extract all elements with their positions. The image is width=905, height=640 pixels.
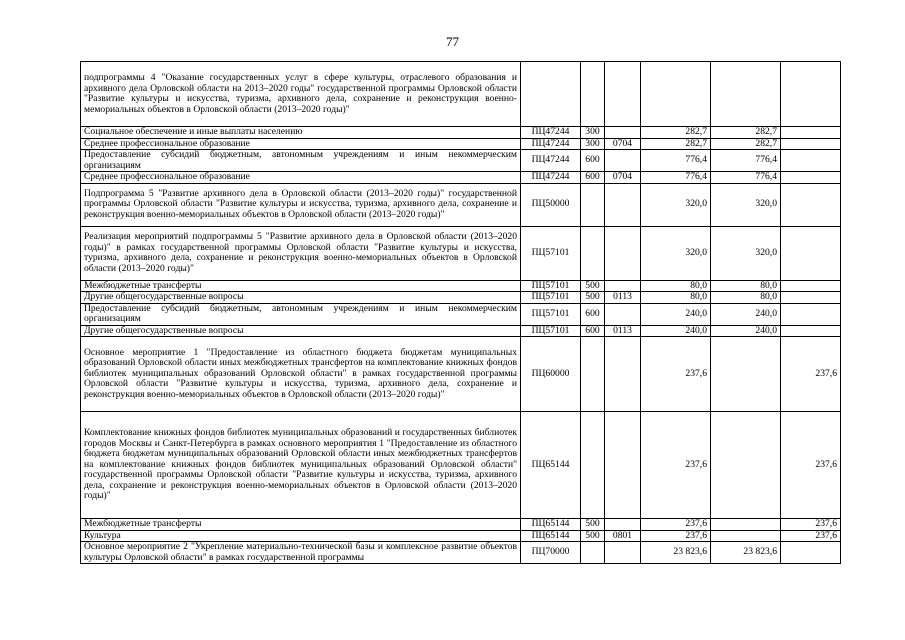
row-code: ПЦ47244 (521, 172, 581, 184)
row-name: Культура (81, 530, 521, 542)
row-expense-type (581, 542, 605, 564)
table-row (81, 292, 841, 304)
row-name: Предоставление субсидий бюджетным, автономным учреждениям и иным некоммерческим организациям (81, 150, 521, 172)
row-code: ПЦ50000 (521, 183, 581, 226)
row-name: Предоставление субсидий бюджетным, автономным учреждениям и иным некоммерческим организациям (81, 303, 521, 325)
row-section: 0801 (605, 530, 641, 542)
row-section (605, 303, 641, 325)
row-value-2: 240,0 (711, 325, 781, 337)
row-code: ПЦ60000 (521, 337, 581, 412)
row-value-3 (781, 183, 841, 226)
table-row (81, 280, 841, 292)
row-section (605, 412, 641, 519)
row-code: ПЦ65144 (521, 530, 581, 542)
table-row (81, 325, 841, 337)
row-value-2: 80,0 (711, 292, 781, 304)
row-name: Основное мероприятие 1 "Предоставление из областного бюджета бюджетам муниципальных образований Орловской области иных межбюджетных трансфертов на комплектование книжных фондов библиотек муниципальных образований Орловской области" в рамках государственной программы Орловской области "Развитие культуры и искусства, туризма, архивного дела, сохранение и реконструкция военно-мемориальных объектов в Орловской области (2013–2020 годы)" (81, 337, 521, 412)
row-expense-type: 500 (581, 519, 605, 531)
row-code: ПЦ65144 (521, 519, 581, 531)
row-name: Межбюджетные трансферты (81, 519, 521, 531)
row-expense-type: 600 (581, 325, 605, 337)
row-value-3 (781, 292, 841, 304)
row-expense-type: 300 (581, 127, 605, 139)
row-value-1: 776,4 (641, 150, 711, 172)
row-value-3: 237,6 (781, 519, 841, 531)
table-row (81, 183, 841, 226)
row-expense-type: 600 (581, 172, 605, 184)
row-value-3: 237,6 (781, 530, 841, 542)
row-name: подпрограммы 4 "Оказание государственных услуг в сфере культуры, отраслевого образования и архивного дела Орловской области на 2013–2020 годы" государственной программы Орловской области "Развитие культуры и искусства, туризма, архивного дела, сохранение и реконструкция военно-мемориальных объектов в Орловской области (2013–2020 годы)" (81, 62, 521, 127)
row-name: Среднее профессиональное образование (81, 172, 521, 184)
table-row (81, 519, 841, 531)
row-expense-type: 600 (581, 150, 605, 172)
row-section (605, 337, 641, 412)
row-value-2: 240,0 (711, 303, 781, 325)
row-expense-type (581, 226, 605, 280)
row-expense-type: 500 (581, 280, 605, 292)
row-value-2: 776,4 (711, 150, 781, 172)
table-row (81, 172, 841, 184)
budget-table (80, 61, 841, 564)
row-value-3 (781, 127, 841, 139)
row-name: Подпрограмма 5 "Развитие архивного дела в Орловской области (2013–2020 годы)" государственной программы Орловской области "Развитие культуры и искусства, туризма, архивного дела, сохранение и реконструкция военно-мемориальных объектов в Орловской области (2013–2020 годы)" (81, 183, 521, 226)
row-code (521, 62, 581, 127)
row-value-1: 320,0 (641, 183, 711, 226)
row-value-3 (781, 226, 841, 280)
table-row (81, 530, 841, 542)
row-value-3: 237,6 (781, 412, 841, 519)
row-name: Другие общегосударственные вопросы (81, 325, 521, 337)
row-code: ПЦ57101 (521, 226, 581, 280)
row-value-1: 23 823,6 (641, 542, 711, 564)
row-value-3 (781, 172, 841, 184)
row-expense-type (581, 337, 605, 412)
row-value-1: 237,6 (641, 412, 711, 519)
row-expense-type: 600 (581, 303, 605, 325)
row-value-2 (711, 530, 781, 542)
row-name: Реализация мероприятий подпрограммы 5 "Развитие архивного дела в Орловской области (2013–2020 годы)" в рамках государственной программы Орловской области "Развитие культуры и искусства, туризма, архивного дела, сохранение и реконструкция военно-мемориальных объектов в Орловской области (2013–2020 годы)" (81, 226, 521, 280)
row-value-1: 282,7 (641, 127, 711, 139)
row-value-2: 80,0 (711, 280, 781, 292)
row-section (605, 226, 641, 280)
row-value-1 (641, 62, 711, 127)
row-value-1: 240,0 (641, 325, 711, 337)
row-value-1: 776,4 (641, 172, 711, 184)
row-name: Межбюджетные трансферты (81, 280, 521, 292)
row-value-2: 282,7 (711, 138, 781, 150)
row-expense-type (581, 62, 605, 127)
row-value-1: 282,7 (641, 138, 711, 150)
row-value-1: 320,0 (641, 226, 711, 280)
row-code: ПЦ57101 (521, 280, 581, 292)
row-value-3 (781, 325, 841, 337)
row-value-3 (781, 150, 841, 172)
row-code: ПЦ57101 (521, 325, 581, 337)
row-value-2: 282,7 (711, 127, 781, 139)
row-value-1: 237,6 (641, 337, 711, 412)
table-row (81, 138, 841, 150)
row-value-3 (781, 280, 841, 292)
table-row (81, 337, 841, 412)
table-body (81, 62, 841, 564)
row-code: ПЦ70000 (521, 542, 581, 564)
row-value-2: 776,4 (711, 172, 781, 184)
row-value-1: 80,0 (641, 280, 711, 292)
row-value-2: 320,0 (711, 183, 781, 226)
row-value-3 (781, 303, 841, 325)
row-value-3: 237,6 (781, 337, 841, 412)
row-name: Основное мероприятие 2 "Укрепление материально-технической базы и комплексное развитие объектов культуры Орловской области" в рамках государственной программы (81, 542, 521, 564)
row-value-2 (711, 337, 781, 412)
row-name: Другие общегосударственные вопросы (81, 292, 521, 304)
row-section: 0113 (605, 325, 641, 337)
row-code: ПЦ47244 (521, 150, 581, 172)
page-number: 77 (446, 34, 459, 49)
row-name: Комплектование книжных фондов библиотек муниципальных образований и государственных библиотек городов Москвы и Санкт-Петербурга в рамках основного мероприятия 1 "Предоставление из областного бюджета бюджетам муниципальных образований Орловской области иных межбюджетных трансфертов на комплектование книжных фондов библиотек муниципальных образований Орловской области" государственной программы Орловской области "Развитие культуры и искусства, туризма, архивного дела, сохранение и реконструкция военно-мемориальных объектов в Орловской области (2013–2020 годы)" (81, 412, 521, 519)
table-row (81, 150, 841, 172)
table-row (81, 412, 841, 519)
row-value-1: 237,6 (641, 519, 711, 531)
row-expense-type: 500 (581, 292, 605, 304)
table-row (81, 62, 841, 127)
row-section (605, 183, 641, 226)
row-section (605, 127, 641, 139)
row-code: ПЦ65144 (521, 412, 581, 519)
table-row (81, 542, 841, 564)
table-row (81, 226, 841, 280)
row-code: ПЦ57101 (521, 292, 581, 304)
row-section (605, 150, 641, 172)
row-value-3 (781, 62, 841, 127)
row-expense-type (581, 183, 605, 226)
row-code: ПЦ57101 (521, 303, 581, 325)
row-value-1: 80,0 (641, 292, 711, 304)
row-section (605, 280, 641, 292)
row-name: Среднее профессиональное образование (81, 138, 521, 150)
row-code: ПЦ47244 (521, 138, 581, 150)
row-value-3 (781, 138, 841, 150)
table-row (81, 127, 841, 139)
row-value-2: 23 823,6 (711, 542, 781, 564)
row-expense-type: 300 (581, 138, 605, 150)
row-value-3 (781, 542, 841, 564)
row-code: ПЦ47244 (521, 127, 581, 139)
row-section: 0113 (605, 292, 641, 304)
row-value-2 (711, 519, 781, 531)
row-section (605, 519, 641, 531)
table-row (81, 303, 841, 325)
row-value-1: 240,0 (641, 303, 711, 325)
row-value-1: 237,6 (641, 530, 711, 542)
row-value-2 (711, 412, 781, 519)
row-name: Социальное обеспечение и иные выплаты населению (81, 127, 521, 139)
row-section (605, 62, 641, 127)
row-expense-type (581, 412, 605, 519)
row-value-2 (711, 62, 781, 127)
row-section (605, 542, 641, 564)
row-section: 0704 (605, 138, 641, 150)
row-value-2: 320,0 (711, 226, 781, 280)
row-expense-type: 500 (581, 530, 605, 542)
row-section: 0704 (605, 172, 641, 184)
